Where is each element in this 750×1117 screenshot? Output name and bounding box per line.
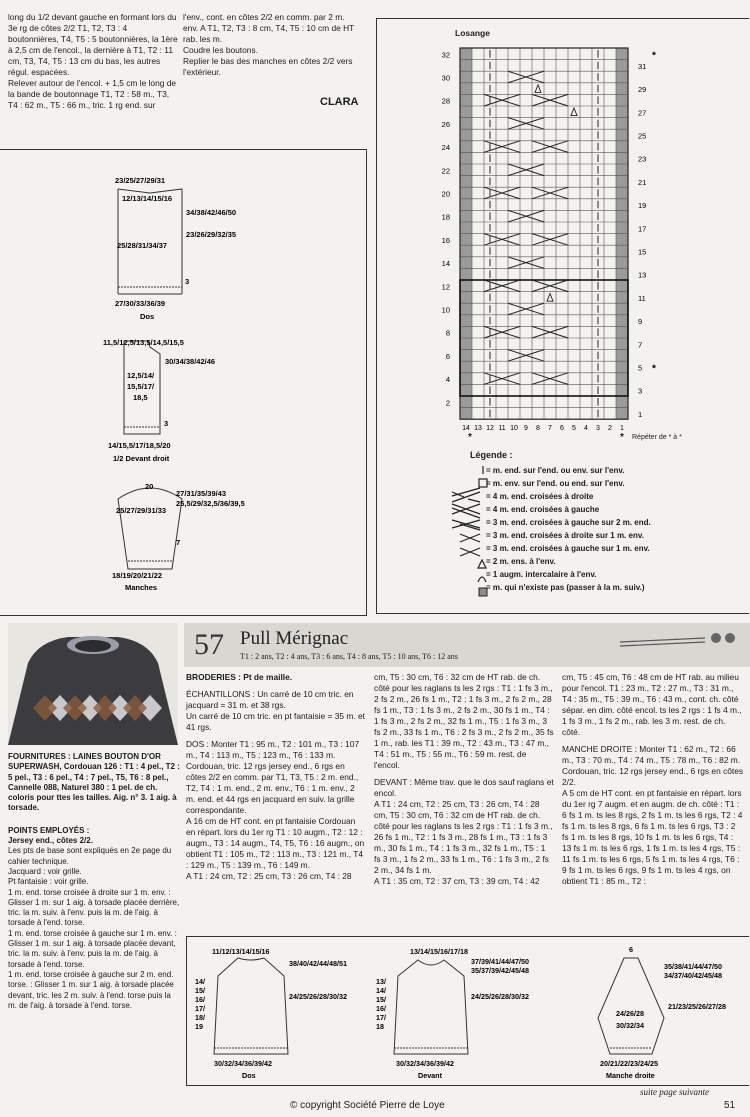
schema-label: 21/23/25/26/27/28 [668,1002,726,1011]
col-number: 4 [584,425,588,433]
schema-label: 30/34/38/42/46 [165,357,216,366]
schema-label: 17/ [195,1004,205,1013]
points-line: Pt fantaisie : voir grille. [8,877,89,887]
col-number: 8 [536,425,540,433]
row-number: 23 [638,154,647,164]
row-number: 11 [638,293,646,303]
cable-cross [532,187,568,199]
cable-cross [484,280,520,292]
decrease-mark [547,294,553,302]
row-number: 19 [638,201,647,211]
schema-label: 25,5/29/32,5/36/39,5 [176,499,245,508]
cable-cross [508,350,544,362]
repeat-note: Répéter de * à * [632,434,682,441]
row-number: 14 [441,259,450,269]
points-line: Les pts de base sont expliqués en 2e page du cahier technique. [8,846,172,866]
legend-item: = 2 m. ens. à l'env. [486,557,556,566]
schema-label: 17/ [376,1013,386,1022]
schema-label: 23/26/29/32/35 [186,230,237,239]
row-star: * [652,50,656,62]
main-col-2 [374,672,554,887]
left-column [8,752,180,1011]
legend-item: = 3 m. end. croisées à droite sur 1 m. env. [486,531,644,540]
points-line: 1 m. end. torse croisée à gauche sur 2 m. end. torse. : Glisser 1 m. sur 1 aig. à torsade placée devant, tric. les 2 m. suiv. à l'end. torse puis la m. de l'aig. à torsade à l'end. torse. [8,969,174,1010]
row-number: 6 [445,351,450,361]
schema-label: 15/ [195,986,205,995]
schema-label: 38/40/42/44/48/51 [289,959,347,968]
row-number: 12 [441,282,450,292]
schema-label: 35/37/39/42/45/48 [471,966,529,975]
pattern-name: CLARA [320,96,359,108]
cable-cross [532,373,568,385]
text-para: A T1 : 24 cm, T2 : 25 cm, T3 : 26 cm, T4 : 28 cm, T5 : 30 cm, T6 : 32 cm de HT rab. de ch. côté pour les raglans ts les 2 rgs : T1 : 1 fs 3 m., 26 fs 1 m., T2 : 1 fs 3 m., 28 fs 1 m., T3 : 1 fs 3 m., 30 fs 1 m., T4 : 1 fs 3 m., 32 fs 1 m., T5 : 1 fs 3 m., 1 fs 2 m., 33 fs 1 m., T6 : 1 fs 3 m., 2 fs 2 m., 34 fs 1 m. [374,799,553,875]
text-para: l'env., cont. en côtes 2/2 en comm. par 2 m. env. A T1, T2, T3 : 8 cm, T4, T5 : 10 cm de HT rab. les m. [183,12,355,44]
schema-label: 7 [176,538,181,547]
schema-label: 15/ [376,995,386,1004]
schema-label: 14/ [376,986,386,995]
schema-label: 11,5/12,5/13,5/14,5/15,5 [103,338,184,347]
row-number: 20 [441,189,450,199]
schema-label: 13/ [376,977,386,986]
cable-cross [508,210,544,222]
schema-drawing [0,149,366,614]
row-number: 15 [638,247,647,257]
text-para: Un carré de 10 cm tric. en pt fantaisie = 35 m. et 41 rgs. [186,711,365,732]
page-number: 51 [724,1100,736,1111]
points-line: 1 m. end. torse croisée à droite sur 1 m. env. : Glisser 1 m. sur 1 aig. à torsade placée derrière, tric. la m. suiv. à l'env. puis la m. de l'aig. à torsade à l'end. torse. [8,887,180,928]
schema-label: 14/15,5/17/18,5/20 [108,441,171,450]
row-number: 18 [441,212,450,222]
row-number: 7 [638,340,643,350]
row-number: 26 [441,119,450,129]
schema-label: 3 [185,277,190,286]
cable-cross [532,141,568,153]
cable-cross [508,257,544,269]
bottom-schema-drawing [186,936,748,1084]
sweater-photo [8,623,178,745]
col-number: 11 [498,425,506,433]
cable-cross [508,118,544,130]
points-title: POINTS EMPLOYÉS : [8,825,90,835]
legend-symbols [450,462,490,602]
suite-note: suite page suivante [640,1087,709,1097]
col-number: 3 [596,425,600,433]
cable-cross [484,326,520,338]
row-number: 17 [638,224,647,234]
points-line: Jersey end., côtes 2/2. [8,836,93,846]
row-number: 25 [638,131,647,141]
cable-cross [508,71,544,83]
text-para: DOS : Monter T1 : 95 m., T2 : 101 m., T3 : 107 m., T4 : 113 m., T5 : 123 m., T6 : 133 m. Cordouan, tric. 12 rgs jersey end., 6 rgs en côtes 2/2 en comm. par T1, T3, T5 : 2 m. end., T2, T4 : 1 m. end., 2 m. env., T6 : 1 m. env., 2 m. end. et 44 rgs en jacquard en suiv. la grille correspondante. [186,739,360,815]
schema-label: 24/25/26/28/30/32 [471,992,529,1001]
row-number: 31 [638,61,647,71]
schema-label: 20 [145,482,154,491]
text-para: long du 1/2 devant gauche en formant lors du 3e rg de côtes 2/2 T1, T2, T3 : 4 boutonnières, T4, T5 : 5 boutonnières, la 1ère à 2,5 cm de l'encol., la dernière à T1, T2 : 11 cm, T3, T4, T5 : 13 cm du bas, les autres régul. espacées. [8,12,178,77]
schema-label: 30/32/34 [616,1021,644,1030]
schema-label: 30/32/34/36/39/42 [214,1059,272,1068]
schema-label: 12,5/14/ [127,371,155,380]
legend-item: = 4 m. end. croisées à gauche [486,505,600,514]
legend-item: = 1 augm. intercalaire à l'env. [486,570,597,579]
row-number: 10 [441,305,450,315]
cable-cross [484,373,520,385]
top-mid-text [183,12,361,78]
row-number: 1 [638,409,643,419]
col-number: 6 [560,425,564,433]
cable-cross [484,94,520,106]
row-number: 24 [441,143,450,153]
row-number: 29 [638,85,647,95]
schema-label: 6 [629,945,633,954]
text-para: Coudre les boutons. [183,45,258,55]
schema-label: 15,5/17/ [127,382,155,391]
chart-title: Losange [455,28,490,38]
decrease-mark [535,85,541,93]
knitting-chart [430,38,670,438]
main-col-3 [562,672,744,887]
row-number: 22 [441,166,450,176]
row-number: 28 [441,96,450,106]
pattern-sizes: T1 : 2 ans, T2 : 4 ans, T3 : 6 ans, T4 : 8 ans, T5 : 10 ans, T6 : 12 ans [240,652,458,661]
schema-label: 20/21/22/23/24/25 [600,1059,658,1068]
row-number: 21 [638,177,647,187]
schema-label: 3 [164,419,169,428]
legend-item: = 4 m. end. croisées à droite [486,492,594,501]
text-para: cm, T5 : 30 cm, T6 : 32 cm de HT rab. de ch. côté pour les raglans ts les 2 rgs : T1 : 1 fs 3 m., 2 fs 2 m., 26 fs 1 m., T2 : 1 fs 3 m., 2 fs 2 m., 28 fs 1 m., T3 : 1 fs 3 m., 2 fs 2 m., 30 fs 1 m., T4 : 1 fs 3 m., 2 fs 2 m., 32 fs 1 m., T5 : 1 fs 3 m., 3 fs 2 m., 33 fs 1 m., T6 : 2 fs 3 m., 2 fs 2 m., 35 fs 1 m., rab. les T1 : 39 m., T2 : 43 m., T3 : 47 m., T4 : 51 m., T5 : 55 m., T6 : 59 m. rest. de l'encol. [374,672,554,770]
row-number: 30 [441,73,450,83]
schema-label: 14/ [195,977,205,986]
row-number: 5 [638,363,643,373]
col-number: 7 [548,425,552,433]
cable-cross [484,141,520,153]
cable-cross [484,234,520,246]
schema-label: 27/30/33/36/39 [115,299,166,308]
legend-item: = m. qui n'existe pas (passer à la m. suiv.) [486,583,645,592]
schema-label: 23/25/27/29/31 [115,176,166,185]
row-star: * [652,363,656,375]
pattern-title: Pull Mérignac [240,628,349,649]
row-number: 3 [638,386,643,396]
text-para: MANCHE DROITE : Monter T1 : 62 m., T2 : 66 m., T3 : 70 m., T4 : 74 m., T5 : 78 m., T6 : 82 m. Cordouan, tric. 12 rgs jersey end., 6 rgs en côtes 2/2. [562,744,744,787]
text-para: BRODERIES : Pt de maille. [186,672,293,682]
decrease-mark [571,108,577,116]
chart-star: * [468,432,472,443]
chart-star: * [620,432,624,443]
schema-label: 18 [376,1022,384,1031]
schema-label: 34/38/42/46/50 [186,208,237,217]
row-number: 2 [445,398,450,408]
row-number: 4 [445,375,450,385]
text-para: Replier le bas des manches en côtes 2/2 vers l'extérieur. [183,56,353,77]
col-number: 13 [474,425,482,433]
points-line: Jacquard : voir grille. [8,866,82,876]
cable-cross [532,326,568,338]
legend-item: = 3 m. end. croisées à gauche sur 2 m. end. [486,518,651,527]
schema-label: 16/ [195,995,205,1004]
schema-label: Dos [242,1071,256,1080]
cable-cross [532,280,568,292]
row-number: 8 [445,328,450,338]
schema-label: Dos [140,312,155,321]
cable-right-symbol [452,488,480,502]
row-number: 9 [638,317,643,327]
text-para: cm, T5 : 45 cm, T6 : 48 cm de HT rab. au milieu pour l'encol. T1 : 23 m., T2 : 27 m., T3 : 31 m., T4 : 35 m., T5 : 39 m., T6 : 43 m., cont. ch. côté sépar. en dim. côté encol. ts les 2 rgs : 1 fs 4 m., 1 fs 3 m., 1 fs 2 m., rab. les 3 m. rest. de ch. côté. [562,672,742,737]
text-para: ÉCHANTILLONS : Un carré de 10 cm tric. en jacquard = 31 m. et 38 rgs. [186,689,354,710]
copyright: © copyright Société Pierre de Loye [290,1100,445,1111]
col-number: 12 [486,425,494,433]
text-para: A T1 : 24 cm, T2 : 25 cm, T3 : 26 cm, T4 : 28 [186,871,352,881]
text-para: Relever autour de l'encol. + 1,5 cm le long de la bande de boutonnage T1, T2 : 58 m., T3, T4 : 62 m., T5 : 66 m., tric. 1 rg end. sur [8,78,177,110]
schema-label: 37/39/41/44/47/50 [471,957,529,966]
cable-3-1-right-symbol [460,534,480,542]
schema-label: 30/32/34/36/39/42 [396,1059,454,1068]
cable-cross [532,94,568,106]
schema-label: 19 [195,1022,203,1031]
col-number: 2 [608,425,612,433]
schema-label: 27/31/35/39/43 [176,489,227,498]
text-para: A 16 cm de HT cont. en pt fantaisie Cordouan en répart. lors du 1er rg T1 : 10 augm., T2 : 12 : augm., T3 : 14 augm., T4, T5, T6 : 16 augm., on obtient T1 : 105 m., T2 : 113 m., T3 : 121 m., T4 : 129 m., T5 : 139 m., T6 : 149 m. [186,816,365,870]
schema-label: 24/26/28 [616,1009,644,1018]
col-number: 10 [510,425,518,433]
text-para: A T1 : 35 cm, T2 : 37 cm, T3 : 39 cm, T4 : 42 [374,876,540,886]
schema-label: 25/27/29/31/33 [116,506,167,515]
cable-cross [532,234,568,246]
schema-label: 12/13/14/15/16 [122,194,173,203]
legend-item: = m. env. sur l'end. ou end. sur l'env. [486,479,625,488]
cable-cross [508,164,544,176]
col-number: 1 [620,425,624,433]
schema-label: Manche droite [606,1071,655,1080]
needles-icon [620,628,740,658]
schema-label: 35/38/41/44/47/50 [664,962,722,971]
schema-label: 24/25/26/28/30/32 [289,992,347,1001]
pattern-number: 57 [194,628,224,661]
decrease-symbol [478,560,486,568]
schema-label: 11/12/13/14/15/16 [212,947,270,956]
col-number: 5 [572,425,576,433]
cable-3-2-symbol [452,520,480,530]
cable-cross [484,187,520,199]
text-para: DEVANT : Même trav. que le dos sauf raglans et encol. [374,777,554,798]
schema-label: 18,5 [133,393,148,402]
schema-label: Manches [125,583,158,592]
schema-label: Devant [418,1071,442,1080]
col-number: 9 [524,425,528,433]
schema-label: 25/28/31/34/37 [117,241,168,250]
fournitures: FOURNITURES : LAINES BOUTON D'OR SUPERWASH, Cordouan 126 : T1 : 4 pel., T2 : 5 pel., T3 : 6 pel., T4 : 7 pel., T5, T6 : 8 pel., Cannelle 088, Naturel 380 : 1 pel. de ch. coloris pour ttes les tailles. Aig. n° 3. 1 aig. à torsade. [8,752,180,813]
legend-item: = m. end. sur l'end. ou env. sur l'env. [486,466,625,475]
cable-3-1-left-symbol [460,548,480,556]
schema-label: 34/37/40/42/45/48 [664,971,722,980]
schema-label: 18/ [195,1013,205,1022]
schema-label: 16/ [376,1004,386,1013]
points-line: 1 m. end. torse croisée à gauche sur 1 m. env. : Glisser 1 m. sur 1 aig. à torsade placée devant, tric. la m. suiv. à l'env. puis la m. de l'aig. à torsade à l'end. torse. [8,928,177,969]
schema-label: 18/19/20/21/22 [112,571,163,580]
sweater-illustration [8,623,178,745]
schema-label: 13/14/15/16/17/18 [410,947,468,956]
col-number: 14 [462,425,470,433]
text-para: A 5 cm de HT cont. en pt fantaisie en répart. lors du 1er rg 7 augm. et en augm. de ch. côté : T1 : 6 fs 1 m. ts les 8 rgs, 2 fs 1 m. ts les 6 rgs, T2 : 4 fs 1 m. ts les 8 rgs, 6 fs 1 m. ts les 6 rgs, T3 : 2 fs 1 m. ts les 8 rgs, 10 fs 1 m. ts les 6 rgs, T4 : 13 fs 1 m. ts les 6 rgs, 1 fs 1 m. ts les 4 rgs, T5 : 11 fs 1 m. ts les 6 rgs, 5 fs 1 m. ts les 4 rgs, T6 : 9 fs 1 m. ts les 6 rgs, 9 fs 1 m. ts les 4 rgs, on obtient T1 : 85 m., T2 : [562,788,743,886]
row-number: 32 [441,50,450,60]
row-number: 16 [441,235,450,245]
top-left-text [8,12,178,111]
cable-cross [508,303,544,315]
row-number: 27 [638,108,647,118]
legend-title: Légende : [470,450,513,460]
cable-left-symbol [452,504,480,518]
increase-symbol [478,577,486,582]
row-number: 13 [638,270,647,280]
schema-label: 1/2 Devant droit [113,454,170,463]
main-col-1 [186,672,366,882]
legend-item: = 3 m. end. croisées à gauche sur 1 m. env. [486,544,650,553]
